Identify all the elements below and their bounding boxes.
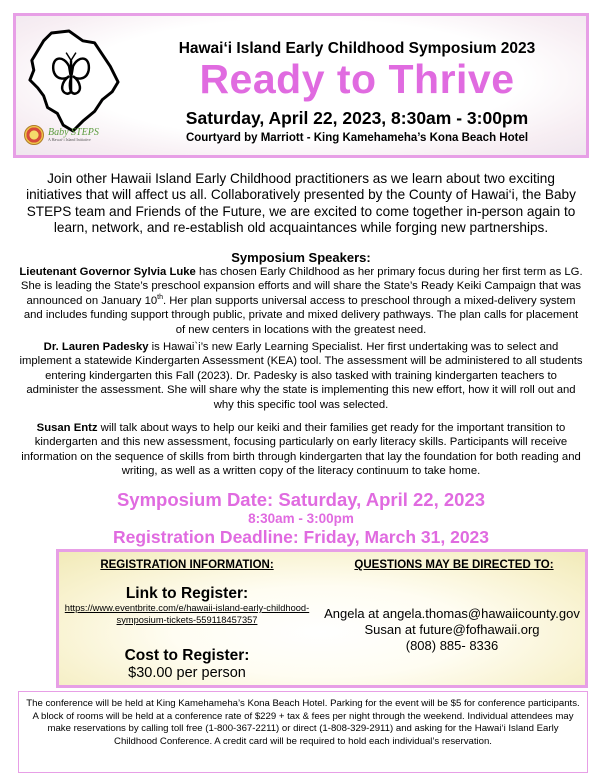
contact-phone: (808) 885- 8336 — [405, 638, 499, 653]
speakers-heading: Symposium Speakers: — [231, 250, 371, 265]
baby-steps-logo-text: Baby STEPS — [48, 127, 99, 138]
link-heading: Link to Register: — [125, 585, 249, 602]
speaker-luke-bio-b: . Her plan supports universal access to preschool through a mixed-delivery system and includes funding support through public, private and mixed delivery pathways. The plan calls for placement of new centers in locations with the greatest need. — [23, 294, 579, 336]
contact-susan: Susan at future@fofhawaii.org — [364, 622, 540, 637]
speaker-padesky — [18, 340, 584, 412]
hawaii-island-butterfly-logo — [24, 26, 122, 136]
symposium-date: Symposium Date: Saturday, April 22, 2023 — [116, 489, 486, 510]
cost-heading: Cost to Register: — [124, 647, 250, 664]
contact-angela: Angela at angela.thomas@hawaiicounty.gov — [324, 606, 580, 621]
speaker-padesky-bio: is Hawai`i’s new Early Learning Specialist. Her first undertaking was to select and implement a statewide Kindergarten Assessment (KEA) tool. The assessment will be administered to all students entering kindergarten this Fall (2023). Dr. Padesky is also tasked with training kindergarten teachers to administer the assessment. She will share why the state is implementing this new effort, how it will roll out and why this specific tool was selected. — [19, 341, 583, 411]
event-date: Saturday, April 22, 2023, 8:30am - 3:00pm — [185, 108, 529, 128]
registration-link[interactable]: https://www.eventbrite.com/e/hawaii-island-early-childhood-symposium-tickets-559118457357 — [64, 603, 310, 625]
registration-box — [56, 549, 588, 688]
speaker-padesky-name: Dr. Lauren Padesky — [43, 341, 149, 353]
event-venue: Courtyard by Marriott - King Kamehameha’s Kona Beach Hotel — [185, 132, 529, 144]
county-seal-icon — [24, 125, 44, 145]
symposium-time: 8:30am - 3:00pm — [248, 511, 354, 526]
speaker-luke-sup: th — [157, 294, 163, 302]
baby-steps-logo-tagline: A Hawai‘i Island Initiative — [48, 137, 91, 142]
intro-paragraph: Join other Hawaii Island Early Childhood practitioners as we learn about two exciting initiatives that will affect us all. Collaboratively presented by the County of Hawai‘i, the Baby STEPS team and Friends of the Future, we are excited to come together in-person again to learn, network, and re-establish old acquaintances while forging new partnerships. — [26, 171, 576, 235]
cost-value: $30.00 per person — [128, 665, 246, 681]
speaker-entz-name: Susan Entz — [36, 422, 98, 434]
hotel-info-footer: The conference will be held at King Kamehameha’s Kona Beach Hotel. Parking for the event will be $5 for conference participants. A block of rooms will be held at a conference rate of $229 + tax & fees per night through the weekend. Individual attendees may make reservations by calling toll free (1-800-367-2211) or direct (1-808-329-2911) and asking for the Hawai‘i Island Early Childhood Conference. A credit card will be required to hold each individual’s reservation. — [18, 691, 588, 773]
registration-deadline: Registration Deadline: Friday, March 31, 2023 — [112, 527, 490, 547]
speaker-entz-bio: will talk about ways to help our keiki and their families get ready for the important transition to kindergarten and this new assessment, focusing particularly on early literacy skills. Participants will receive information on the sequence of skills from birth through kindergarten that lay the foundation for both reading and writing, as well as a written copy of the literacy continuum to take home. — [21, 422, 581, 478]
speaker-luke — [18, 265, 584, 337]
registration-heading: REGISTRATION INFORMATION: — [100, 559, 274, 571]
questions-heading: QUESTIONS MAY BE DIRECTED TO: — [354, 559, 554, 571]
baby-steps-logo — [48, 128, 99, 142]
sponsor-logos — [24, 124, 99, 146]
speaker-luke-bio-a: has chosen Early Childhood as her primary focus during her first term as LG. She is leading the State’s preschool expansion efforts and will share the State’s Ready Keiki Campaign that was announced on January 10 — [20, 266, 583, 307]
speaker-luke-name: Lieutenant Governor Sylvia Luke — [19, 266, 196, 278]
event-title: Ready to Thrive — [199, 56, 515, 102]
header-banner — [13, 13, 589, 158]
speaker-entz — [18, 421, 584, 479]
symposium-subtitle: Hawai‘i Island Early Childhood Symposium 2023 — [178, 40, 536, 57]
